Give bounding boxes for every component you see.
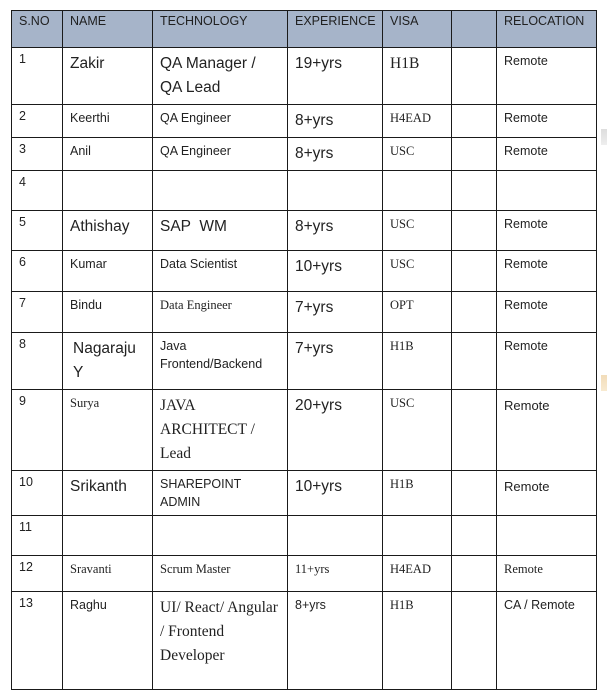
page-edge-artifact xyxy=(601,375,607,391)
cell-technology xyxy=(153,171,288,211)
table-row xyxy=(12,48,597,105)
cell-sno: 2 xyxy=(12,105,63,138)
table-row xyxy=(12,556,597,592)
cell-blank xyxy=(452,556,497,592)
cell-relocation: Remote xyxy=(497,251,597,292)
cell-visa: USC xyxy=(383,251,452,292)
cell-technology: Data Scientist xyxy=(153,251,288,292)
cell-relocation: Remote xyxy=(497,211,597,251)
cell-experience xyxy=(288,171,383,211)
cell-relocation xyxy=(497,516,597,556)
cell-visa: USC xyxy=(383,390,452,471)
cell-blank xyxy=(452,48,497,105)
cell-relocation: CA / Remote xyxy=(497,592,597,690)
cell-visa: H1B xyxy=(383,333,452,390)
table-row xyxy=(12,471,597,516)
cell-technology xyxy=(153,516,288,556)
cell-experience: 8+yrs xyxy=(288,105,383,138)
cell-blank xyxy=(452,251,497,292)
cell-blank xyxy=(452,105,497,138)
cell-technology: JAVA ARCHITECT / Lead xyxy=(153,390,288,471)
cell-name: Srikanth xyxy=(63,471,153,516)
cell-blank xyxy=(452,211,497,251)
cell-visa: USC xyxy=(383,138,452,171)
header-row xyxy=(12,11,597,48)
table-row xyxy=(12,211,597,251)
cell-name: Anil xyxy=(63,138,153,171)
cell-experience xyxy=(288,516,383,556)
cell-visa: H1B xyxy=(383,592,452,690)
cell-sno: 6 xyxy=(12,251,63,292)
cell-name: Bindu xyxy=(63,292,153,333)
header-experience: EXPERIENCE xyxy=(288,11,383,48)
header-blank xyxy=(452,11,497,48)
cell-blank xyxy=(452,390,497,471)
cell-name: Zakir xyxy=(63,48,153,105)
cell-name: Sravanti xyxy=(63,556,153,592)
cell-sno: 7 xyxy=(12,292,63,333)
cell-technology: QA Manager / QA Lead xyxy=(153,48,288,105)
table-row xyxy=(12,516,597,556)
cell-blank xyxy=(452,333,497,390)
cell-name: Raghu xyxy=(63,592,153,690)
cell-name: Athishay xyxy=(63,211,153,251)
cell-blank xyxy=(452,516,497,556)
cell-experience: 7+yrs xyxy=(288,333,383,390)
cell-relocation: Remote xyxy=(497,471,597,516)
cell-relocation: Remote xyxy=(497,48,597,105)
cell-visa: USC xyxy=(383,211,452,251)
cell-relocation: Remote xyxy=(497,390,597,471)
header-relocation: RELOCATION xyxy=(497,11,597,48)
cell-sno: 10 xyxy=(12,471,63,516)
cell-experience: 19+yrs xyxy=(288,48,383,105)
header-sno: S.NO xyxy=(12,11,63,48)
cell-experience: 10+yrs xyxy=(288,251,383,292)
cell-sno: 13 xyxy=(12,592,63,690)
cell-name: Kumar xyxy=(63,251,153,292)
cell-visa: H1B xyxy=(383,48,452,105)
cell-name: Surya xyxy=(63,390,153,471)
cell-sno: 11 xyxy=(12,516,63,556)
cell-visa: OPT xyxy=(383,292,452,333)
table-row xyxy=(12,105,597,138)
table-row xyxy=(12,333,597,390)
cell-name xyxy=(63,171,153,211)
cell-sno: 8 xyxy=(12,333,63,390)
cell-relocation: Remote xyxy=(497,105,597,138)
table-row xyxy=(12,138,597,171)
cell-technology: QA Engineer xyxy=(153,138,288,171)
cell-technology: Scrum Master xyxy=(153,556,288,592)
cell-experience: 10+yrs xyxy=(288,471,383,516)
cell-relocation: Remote xyxy=(497,292,597,333)
cell-visa: H4EAD xyxy=(383,556,452,592)
cell-name xyxy=(63,516,153,556)
cell-blank xyxy=(452,171,497,211)
cell-visa xyxy=(383,171,452,211)
cell-name: Keerthi xyxy=(63,105,153,138)
cell-blank xyxy=(452,292,497,333)
cell-technology: SAP WM xyxy=(153,211,288,251)
cell-technology: UI/ React/ Angular / Frontend Developer xyxy=(153,592,288,690)
cell-blank xyxy=(452,471,497,516)
cell-sno: 4 xyxy=(12,171,63,211)
cell-technology: Java Frontend/Backend xyxy=(153,333,288,390)
cell-relocation xyxy=(497,171,597,211)
cell-sno: 12 xyxy=(12,556,63,592)
candidate-table xyxy=(11,10,597,690)
table-row xyxy=(12,171,597,211)
cell-experience: 7+yrs xyxy=(288,292,383,333)
cell-technology: QA Engineer xyxy=(153,105,288,138)
cell-blank xyxy=(452,138,497,171)
table-row xyxy=(12,251,597,292)
cell-sno: 5 xyxy=(12,211,63,251)
cell-experience: 20+yrs xyxy=(288,390,383,471)
cell-experience: 8+yrs xyxy=(288,592,383,690)
cell-experience: 11+yrs xyxy=(288,556,383,592)
header-technology: TECHNOLOGY xyxy=(153,11,288,48)
cell-sno: 9 xyxy=(12,390,63,471)
cell-technology: Data Engineer xyxy=(153,292,288,333)
header-name: NAME xyxy=(63,11,153,48)
page-edge-artifact xyxy=(601,129,607,145)
cell-relocation: Remote xyxy=(497,138,597,171)
cell-name: Nagaraju Y xyxy=(63,333,153,390)
table-row xyxy=(12,592,597,690)
cell-relocation: Remote xyxy=(497,556,597,592)
cell-visa: H4EAD xyxy=(383,105,452,138)
cell-experience: 8+yrs xyxy=(288,211,383,251)
cell-visa xyxy=(383,516,452,556)
cell-technology: SHAREPOINT ADMIN xyxy=(153,471,288,516)
cell-sno: 1 xyxy=(12,48,63,105)
cell-experience: 8+yrs xyxy=(288,138,383,171)
cell-relocation: Remote xyxy=(497,333,597,390)
table-row xyxy=(12,292,597,333)
cell-sno: 3 xyxy=(12,138,63,171)
table-row xyxy=(12,390,597,471)
cell-visa: H1B xyxy=(383,471,452,516)
header-visa: VISA xyxy=(383,11,452,48)
cell-blank xyxy=(452,592,497,690)
